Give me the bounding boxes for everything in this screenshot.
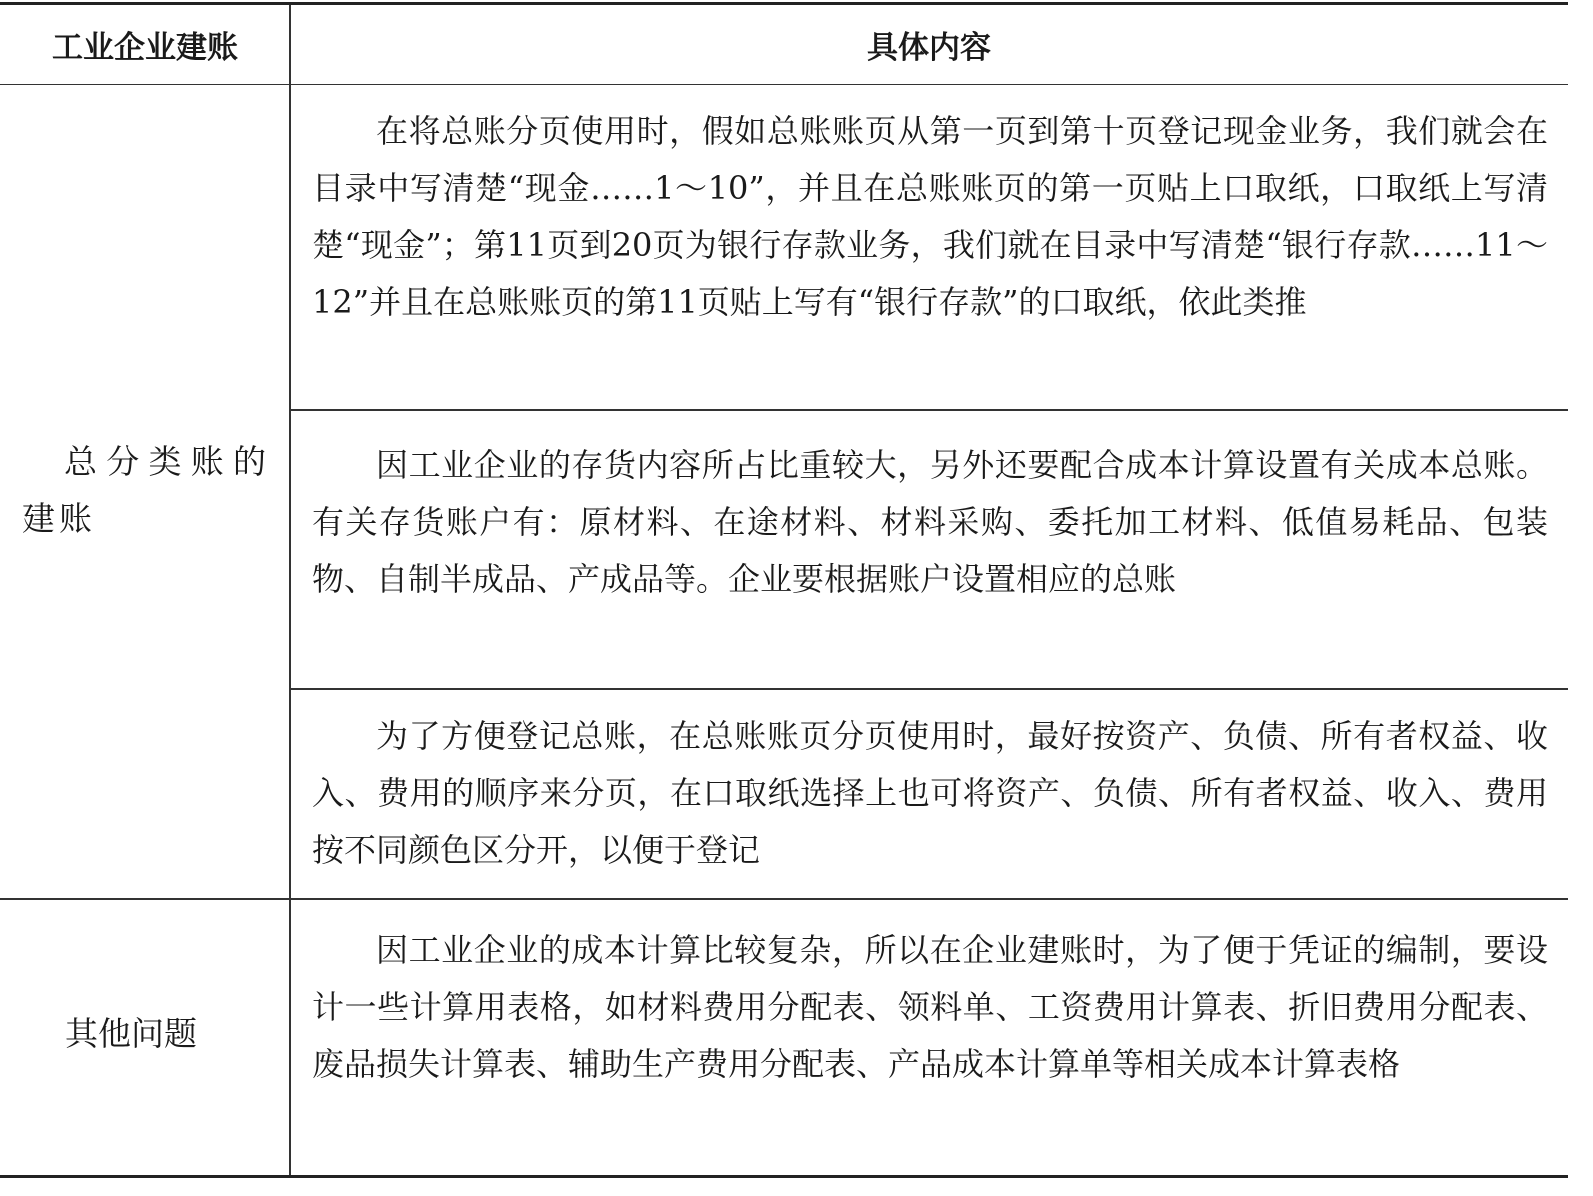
content-paragraph: 为了方便登记总账，在总账账页分页使用时，最好按资产、负债、所有者权益、收入、费用的顺序来分页，在口取纸选择上也可将资产、负债、所有者权益、收入、费用按不同颜色区分开，以便于登记 [312,717,1548,869]
paragraph-divider [290,409,1568,411]
category-cell-other-issues: 其他问题 [65,1014,197,1053]
content-paragraph: 因工业企业的成本计算比较复杂，所以在企业建账时，为了便于凭证的编制，要设计一些计算用表格，如材料费用分配表、领料单、工资费用计算表、折旧费用分配表、废品损失计算表、辅助生产费用分配表、产品成本计算单等相关成本计算表格 [312,931,1548,1083]
table-header-row [0,5,1568,85]
column-divider [289,5,291,1175]
header-cell-category: 工业企业建账 [52,30,238,66]
category-cell-general-ledger: 总分类账的建账 [22,442,270,538]
content-paragraph: 因工业企业的存货内容所占比重较大，另外还要配合成本计算设置有关成本总账。有关存货账户有：原材料、在途材料、材料采购、委托加工材料、低值易耗品、包装物、自制半成品、产成品等。企业要根据账户设置相应的总账 [312,446,1548,598]
content-table [0,2,1568,1178]
header-cell-content: 具体内容 [867,30,991,66]
row-divider [0,898,1568,900]
paragraph-divider [290,688,1568,690]
content-paragraph: 在将总账分页使用时，假如总账账页从第一页到第十页登记现金业务，我们就会在目录中写清楚“现金……1～10”，并且在总账账页的第一页贴上口取纸，口取纸上写清楚“现金”；第11页到20页为银行存款业务，我们就在目录中写清楚“银行存款……11～12”并且在总账账页的第11页贴上写有“银行存款”的口取纸，依此类推 [312,112,1548,321]
